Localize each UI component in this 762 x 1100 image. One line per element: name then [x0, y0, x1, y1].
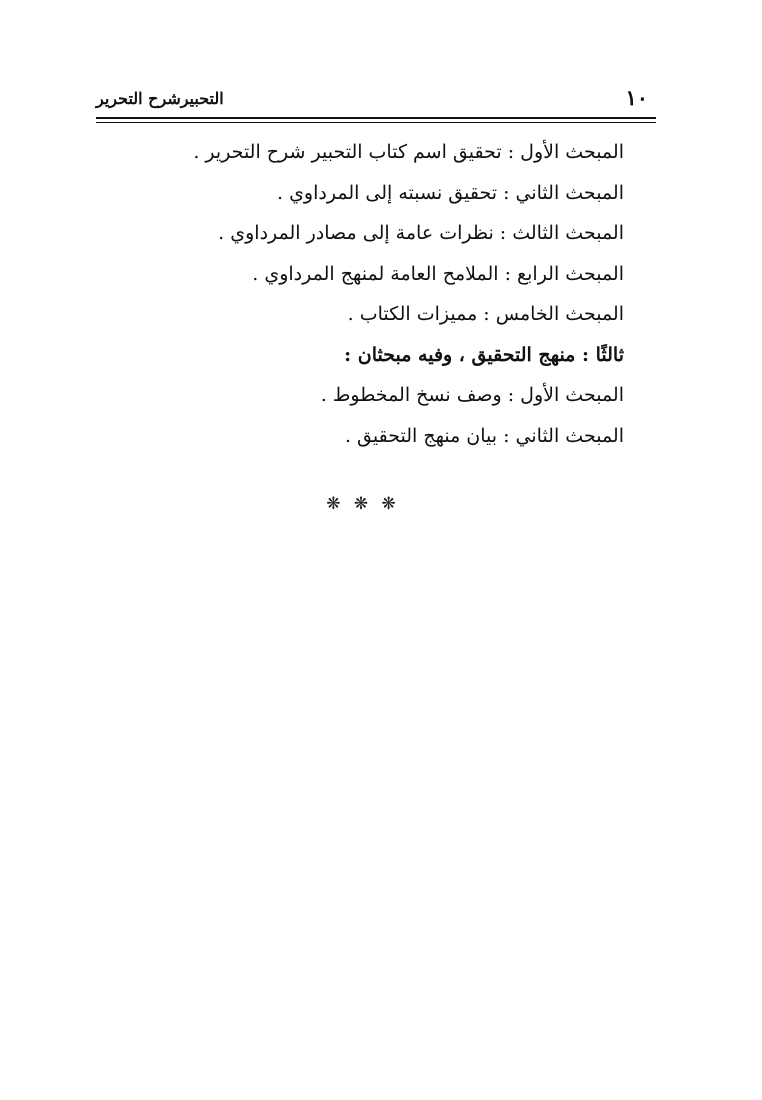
page-number: ١٠	[625, 85, 648, 110]
toc-item-3: المبحث الثالث : نظرات عامة إلى مصادر المرداوي .	[218, 222, 624, 244]
header-rule-thin	[96, 122, 656, 123]
running-title: التحبيرشرح التحرير	[96, 89, 224, 108]
toc-item-2: المبحث الثاني : تحقيق نسبته إلى المرداوي .	[276, 181, 624, 204]
section-end-ornament: ❋ ❋ ❋	[326, 494, 400, 514]
toc-item-7: المبحث الثاني : بيان منهج التحقيق .	[344, 424, 624, 447]
toc-item-5: المبحث الخامس : مميزات الكتاب .	[347, 303, 624, 325]
toc-item-4: المبحث الرابع : الملامح العامة لمنهج المرداوي .	[252, 262, 624, 285]
contents-list	[184, 134, 624, 458]
header-rule-thick	[96, 117, 656, 119]
toc-item-6: المبحث الأول : وصف نسخ المخطوط .	[320, 384, 624, 406]
page-header	[96, 86, 656, 116]
toc-section-heading: ثالثًا : منهج التحقيق ، وفيه مبحثان :	[344, 343, 624, 366]
toc-item-1: المبحث الأول : تحقيق اسم كتاب التحبير شرح التحرير .	[193, 141, 624, 163]
